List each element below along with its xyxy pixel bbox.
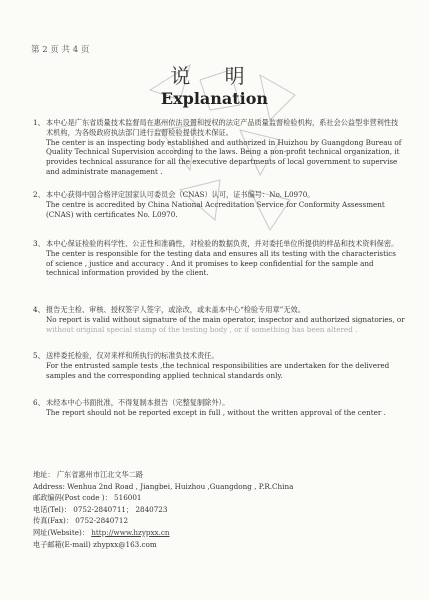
address-en: Address: Wenhua 2nd Road , Jiangbei, Huizhou ,Guangdong , P.R.China [33, 481, 294, 491]
explanation-item-1 [33, 118, 405, 177]
page-number: 第 2 页 共 4 页 [31, 45, 90, 55]
item-text-cn: 送样委托检验，仅对来样和所执行的标准负技术责任。 [46, 351, 219, 360]
item-text-en-faded: without original special stamp of the testing body , or if something has been altered . [46, 324, 358, 334]
address-cn: 地址： 广东省惠州市江北文华二路 [33, 470, 144, 479]
explanation-item-5 [33, 351, 405, 380]
title-chinese: 说 明 [170, 64, 259, 88]
item-number: 1、 [33, 118, 45, 127]
website [33, 527, 293, 539]
item-number: 5、 [33, 351, 45, 360]
explanation-item-6 [33, 398, 405, 418]
item-number: 4、 [33, 305, 45, 314]
item-text-cn: 本中心获得中国合格评定国家认可委员会（CNAS）认可，证书编号：No. L0970。 [46, 190, 315, 199]
postcode: 邮政编码(Post code )： 516001 [33, 493, 142, 503]
item-text-en: The report should not be reported except in full , without the written approval of the center . [46, 407, 386, 417]
title-english: Explanation [160, 89, 269, 108]
explanation-item-3 [33, 239, 405, 278]
item-number: 3、 [33, 239, 45, 248]
item-text-en: For the entrusted sample tests ,the technical responsibilities are undertaken for the delivered samples and the corresponding applied technical standards only. [46, 360, 390, 380]
item-text-en: The center is responsible for the testing data and ensures all its testing with the characteristics of science , justice and accuracy . And it promises to keep confidential for the sample and technical information provided by the client. [46, 248, 396, 278]
fax: 传真(Fax)： 0752-2840712 [33, 516, 129, 526]
contact-block [33, 469, 293, 550]
item-number: 2、 [33, 190, 45, 199]
item-text-en: The centre is accredited by China National Accreditation Service for Conformity Assessment (CNAS) with certificates No. L0970. [46, 199, 385, 219]
explanation-item-2 [33, 190, 405, 219]
item-text-en: No report is valid without signature of the main operator, inspector and authorized signatories, or [46, 314, 405, 324]
website-link[interactable]: http://www.hzypxx.cn [91, 527, 170, 537]
item-text-en: The center is an inspecting body established and authorized in Huizhou by Guangdong Bureau of Quality Technical Supervision according to the laws. Being a non-profit technical organization, it provides technical assurance for all the executive departments of local government to supervise and administrate management . [46, 137, 402, 176]
item-text-cn: 报告无主检、审核、授权签字人签字，或涂改，或未盖本中心“检验专用章”无效。 [46, 305, 305, 314]
explanation-item-4 [33, 305, 405, 334]
item-text-cn: 本中心是广东省质量技术监督局在惠州依法设置和授权的法定产品质量监督检验机构，系社会公益型非营利性技术机构，为各级政府执法部门进行监督检验提供技术保证。 [46, 118, 399, 137]
item-text-cn: 本中心保证检验的科学性、公正性和准确性，对检验的数据负责，并对委托单位所提供的样品和技术资料保密。 [46, 239, 399, 248]
item-number: 6、 [33, 398, 45, 407]
email: 电子邮箱(E-mail) zhypxx@163.com [33, 539, 157, 549]
website-label: 网址(Website)： [33, 527, 89, 537]
telephone: 电话(Tel)： 0752-2840711； 2840723 [33, 504, 168, 514]
item-text-cn: 未经本中心书面批准，不得复制本报告（完整复制除外）。 [46, 398, 230, 407]
